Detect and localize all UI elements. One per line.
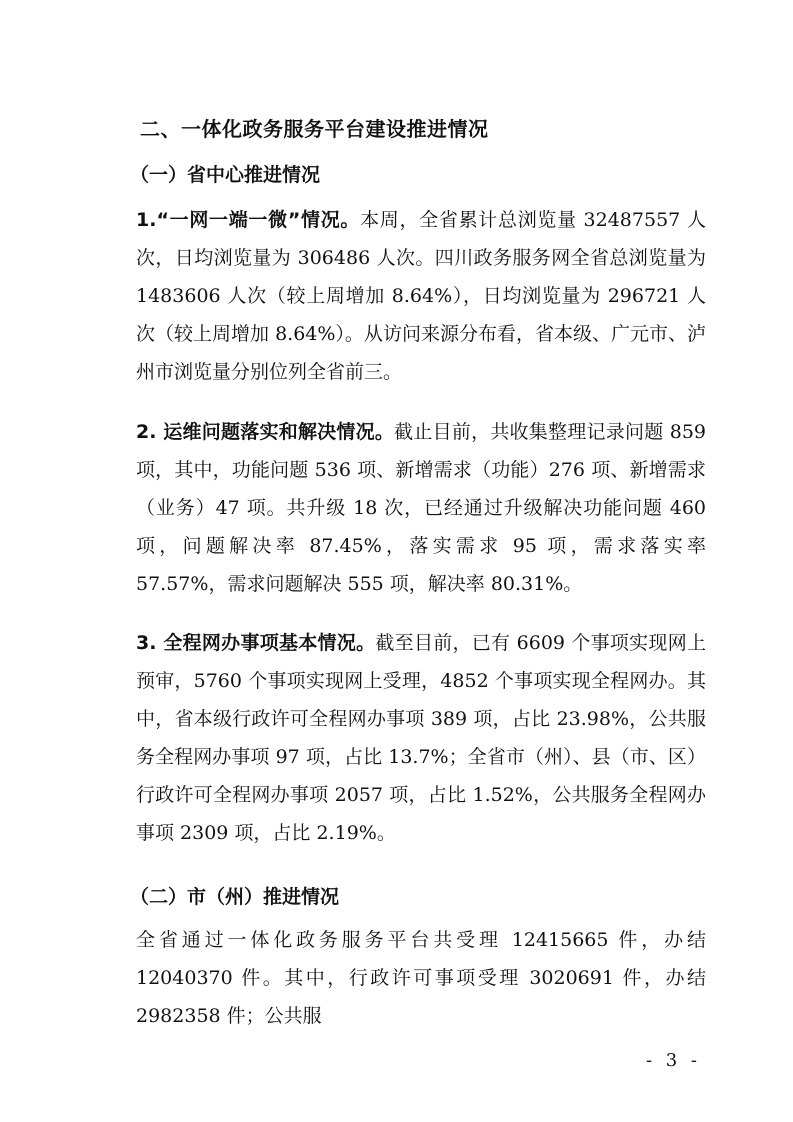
paragraph-body: 全省通过一体化政务服务平台共受理 12415665 件，办结 12040370 件。其中，行政许可事项受理 3020691 件，办结 2982358 件；公共服	[136, 929, 706, 1027]
paragraph-lead: 2. 运维问题落实和解决情况。	[136, 421, 395, 443]
paragraph-online-services	[94, 624, 706, 852]
paragraph-maintenance-issues	[94, 413, 706, 603]
section-heading: 二、一体化政务服务平台建设推进情况	[140, 117, 489, 141]
subsection-heading-provincial: （一）省中心推进情况	[130, 164, 321, 186]
paragraph-body: 截止目前，共收集整理记录问题 859 项，其中，功能问题 536 项、新增需求（功能）276 项、新增需求（业务）47 项。共升级 18 次，已经通过升级解决功能问题 460 项，问题解决率 87.45%，落实需求 95 项，需求落实率 57.57%，需求问题解决 555 项，解决率 80.31%。	[136, 421, 706, 595]
paragraph-body: 本周，全省累计总浏览量 32487557 人次，日均浏览量为 306486 人次。四川政务服务网全省总浏览量为 1483606 人次（较上周增加 8.64%），日均浏览量为 296721 人次（较上周增加 8.64%）。从访问来源分布看，省本级、广元市、泸州市浏览量分别位列全省前三。	[136, 209, 706, 383]
paragraph-platform-totals	[94, 921, 706, 1035]
subsection-heading-city: （二）市（州）推进情况	[130, 886, 340, 908]
paragraph-one-network	[94, 201, 706, 391]
paragraph-lead: 1.“一网一端一微”情况。	[136, 209, 361, 231]
paragraph-lead: 3. 全程网办事项基本情况。	[136, 632, 376, 654]
paragraph-body: 截至目前，已有 6609 个事项实现网上预审，5760 个事项实现网上受理，4852 个事项实现全程网办。其中，省本级行政许可全程网办事项 389 项，占比 23.98%，公共服务全程网办事项 97 项，占比 13.7%；全省市（州）、县（市、区）行政许可全程网办事项 2057 项，占比 1.52%，公共服务全程网办事项 2309 项，占比 2.19%。	[136, 632, 706, 844]
page-number: - 3 -	[645, 1050, 701, 1071]
